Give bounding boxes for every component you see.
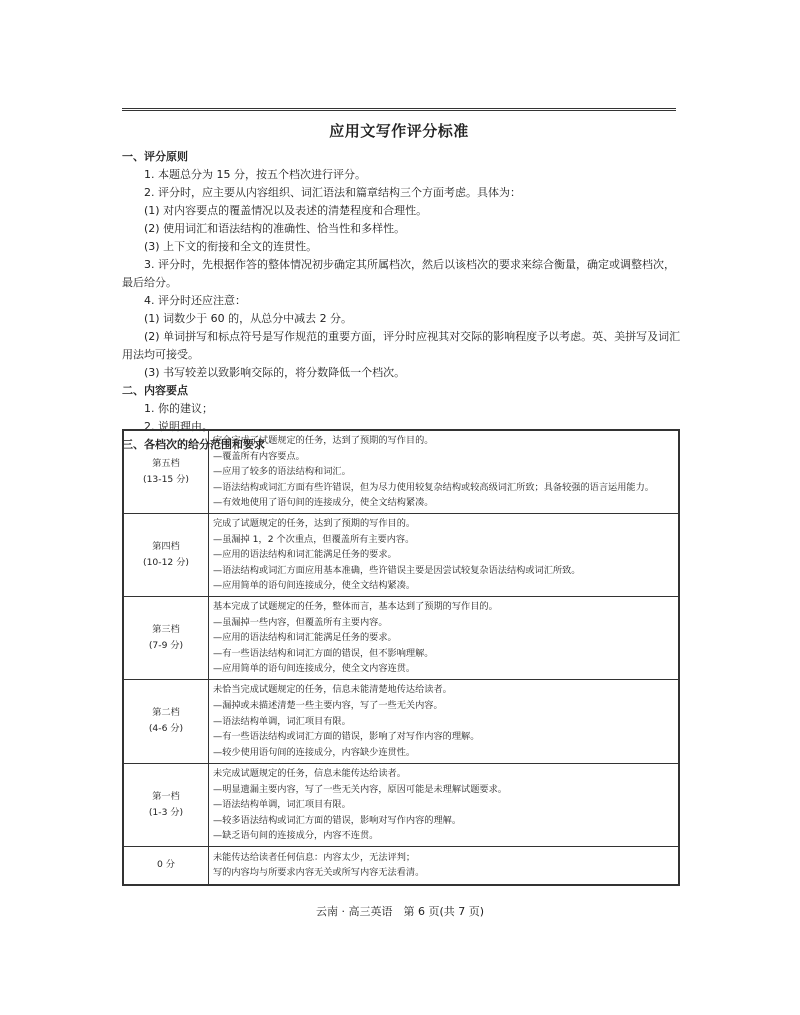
description-cell [209,513,679,596]
description-line: —应用了较多的语法结构和词汇。 [213,466,351,478]
level-cell [124,431,209,514]
table-row [124,431,679,514]
level-range: (13-15 分) [143,473,189,485]
description-cell [209,846,679,884]
paragraph: 3. 评分时，先根据作答的整体情况初步确定其所属档次，然后以该档次的要求来综合衡量，确定或调整档次，最后给分。 [122,258,675,289]
paragraph: (1) 对内容要点的覆盖情况以及表述的清楚程度和合理性。 [144,204,428,217]
description-line: —语法结构或词汇方面应用基本准确，些许错误主要是因尝试较复杂语法结构或词汇所致。 [213,564,581,576]
top-rule [122,108,676,111]
grading-table [122,429,680,886]
description-line: 未能传达给读者任何信息：内容太少，无法评判； [213,851,416,863]
paragraph: 1. 你的建议； [144,402,213,415]
description-line: —应用的语法结构和词汇能满足任务的要求。 [213,549,397,561]
table-row [124,596,679,679]
paragraph: 2. 评分时，应主要从内容组织、词汇语法和篇章结构三个方面考虑。具体为： [144,186,521,199]
description-line: 完成了试题规定的任务，达到了预期的写作目的。 [213,517,416,529]
description-line: —有一些语法结构或词汇方面的错误，影响了对写作内容的理解。 [213,731,480,743]
level-name: 第四档 [152,540,180,552]
paragraph: (2) 单词拼写和标点符号是写作规范的重要方面，评分时应视其对交际的影响程度予以考虑。英、美拼写及词汇用法均可接受。 [122,330,681,361]
paragraph: 1. 本题总分为 15 分，按五个档次进行评分。 [144,168,366,181]
page-title: 应用文写作评分标准 [329,122,469,140]
description-line: —语法结构单调，词汇项目有限。 [213,715,351,727]
description-line: —覆盖所有内容要点。 [213,450,305,462]
description-line: —应用简单的语句间连接成分，使全文内容连贯。 [213,663,416,675]
table-row [124,846,679,884]
level-name: 0 分 [157,859,175,871]
paragraph: (1) 词数少于 60 的，从总分中减去 2 分。 [144,312,353,325]
description-line: —虽漏掉 1，2 个次重点，但覆盖所有主要内容。 [213,533,415,545]
paragraph: (3) 书写较差以致影响交际的，将分数降低一个档次。 [144,366,406,379]
description-line: —有一些语法结构和词汇方面的错误，但不影响理解。 [213,647,434,659]
description-line: —较多语法结构或词汇方面的错误，影响对写作内容的理解。 [213,814,462,826]
level-range: (10-12 分) [143,556,189,568]
description-line: —明显遗漏主要内容，写了一些无关内容，原因可能是未理解试题要求。 [213,783,507,795]
level-cell [124,596,209,679]
description-cell [209,763,679,846]
description-line: 完全完成了试题规定的任务，达到了预期的写作目的。 [213,435,434,446]
description-line: —应用简单的语句间连接成分，使全文结构紧凑。 [213,580,416,592]
level-name: 第五档 [152,457,180,469]
section-heading: 一、评分原则 [122,150,188,163]
paragraph: (3) 上下文的衔接和全文的连贯性。 [144,240,318,253]
description-line: 未完成试题规定的任务，信息未能传达给读者。 [213,767,406,779]
description-cell [209,596,679,679]
description-cell [209,431,679,514]
scoring-instructions [122,148,682,454]
description-line: —漏掉或未描述清楚一些主要内容，写了一些无关内容。 [213,700,443,712]
description-line: —虽漏掉一些内容，但覆盖所有主要内容。 [213,616,388,628]
description-line: —应用的语法结构和词汇能满足任务的要求。 [213,632,397,644]
paragraph: (2) 使用词汇和语法结构的准确性、恰当性和多样性。 [144,222,406,235]
description-line: —较少使用语句间的连接成分，内容缺少连贯性。 [213,746,416,758]
level-cell [124,513,209,596]
paragraph: 4. 评分时还应注意： [144,294,246,307]
level-range: (1-3 分) [148,806,184,818]
table-row [124,763,679,846]
section-heading: 二、内容要点 [122,384,188,397]
page-footer: 云南 · 高三英语 第 6 页(共 7 页) [315,905,485,918]
level-name: 第三档 [152,623,180,635]
table-row [124,679,679,763]
level-cell [124,763,209,846]
section-heading: 三、各档次的给分范围和要求 [122,438,265,451]
table-row [124,513,679,596]
level-cell [124,846,209,884]
description-line: 基本完成了试题规定的任务，整体而言，基本达到了预期的写作目的。 [213,600,498,612]
description-line: —有效地使用了语句间的连接成分，使全文结构紧凑。 [213,497,434,509]
description-line: —语法结构单调，词汇项目有限。 [213,799,351,811]
description-line: —语法结构或词汇方面有些许错误，但为尽力使用较复杂结构或较高级词汇所致；具备较强的语言运用能力。 [213,481,654,493]
description-line: —缺乏语句间的连接成分，内容不连贯。 [213,830,379,842]
level-name: 第二档 [152,707,180,719]
level-range: (7-9 分) [148,639,184,651]
level-cell [124,679,209,763]
description-cell [209,679,679,763]
level-name: 第一档 [152,790,180,802]
level-range: (4-6 分) [148,723,184,735]
paragraph: 2. 说明理由。 [144,420,213,433]
description-line: 未恰当完成试题规定的任务，信息未能清楚地传达给读者。 [213,684,452,696]
description-line: 写的内容均与所要求内容无关或所写内容无法看清。 [213,867,425,879]
